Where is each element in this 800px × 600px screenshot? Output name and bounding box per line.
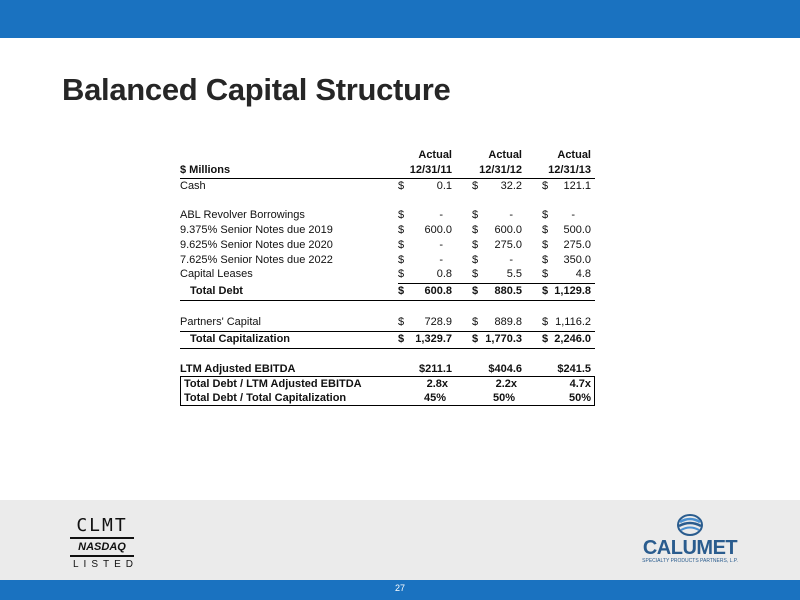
cell-2011: 728.9 — [424, 316, 452, 328]
currency-sign: $ — [542, 239, 549, 251]
currency-sign: $ — [398, 268, 405, 280]
cell-2011: - — [439, 209, 443, 221]
currency-sign: $ — [472, 224, 479, 236]
cell-2013: 350.0 — [563, 254, 591, 266]
cell-2011: 600.8 — [424, 285, 452, 297]
row-label: Total Debt / Total Capitalization — [184, 392, 347, 404]
ticker-text: CLMT — [76, 515, 128, 536]
cell-2012: $404.6 — [488, 363, 522, 375]
cell-2013: 2,246.0 — [554, 333, 591, 345]
date-col-3: 12/31/13 — [548, 164, 591, 176]
cell-2013: 121.1 — [563, 180, 591, 192]
listed-text: LISTED — [73, 559, 139, 570]
header-actual-1: Actual — [418, 149, 452, 161]
cell-2011: 600.0 — [424, 224, 452, 236]
currency-sign: $ — [472, 316, 479, 328]
cell-2012: 2.2x — [495, 378, 517, 390]
cell-2011: 2.8x — [426, 378, 448, 390]
currency-sign: $ — [398, 209, 405, 221]
currency-sign: $ — [542, 268, 549, 280]
cell-2012: - — [509, 209, 513, 221]
table-row-partners-capital — [180, 315, 595, 330]
capital-structure-table — [180, 146, 595, 408]
page-number: 27 — [394, 583, 405, 593]
table-row-notes-2022 — [180, 253, 595, 268]
currency-sign: $ — [472, 333, 479, 345]
currency-sign: $ — [542, 254, 549, 266]
header-actual-row — [180, 148, 595, 163]
cell-2013: 4.8 — [575, 268, 591, 280]
row-label: ABL Revolver Borrowings — [180, 209, 305, 221]
currency-sign: $ — [398, 254, 405, 266]
cell-2012: 889.8 — [494, 316, 522, 328]
table-row-notes-2019 — [180, 223, 595, 238]
logo-rule — [70, 555, 134, 557]
currency-sign: $ — [398, 333, 405, 345]
table-row-debt-to-capitalization — [180, 391, 595, 406]
currency-sign: $ — [472, 268, 479, 280]
row-label: Total Debt / LTM Adjusted EBITDA — [184, 378, 362, 390]
cell-2012: 5.5 — [506, 268, 522, 280]
total-debt-underline — [180, 300, 595, 301]
row-label: Total Capitalization — [190, 333, 291, 345]
table-row-capital-leases — [180, 267, 595, 282]
cell-2013: 1,129.8 — [554, 285, 591, 297]
slide-title: Balanced Capital Structure — [62, 72, 451, 107]
cell-2012: 50% — [492, 392, 515, 404]
currency-sign: $ — [542, 224, 549, 236]
cell-2013: 4.7x — [569, 378, 591, 390]
currency-sign: $ — [542, 180, 549, 192]
currency-sign: $ — [542, 316, 549, 328]
currency-sign: $ — [398, 316, 405, 328]
cell-2011: 0.1 — [436, 180, 452, 192]
table-row-total-capitalization — [180, 332, 595, 347]
currency-sign: $ — [398, 224, 405, 236]
cell-2012: 880.5 — [494, 285, 522, 297]
currency-sign: $ — [472, 180, 479, 192]
header-actual-3: Actual — [557, 149, 591, 161]
cell-2012: 1,770.3 — [485, 333, 522, 345]
exchange-text: NASDAQ — [78, 541, 126, 553]
cell-2013: 275.0 — [563, 239, 591, 251]
date-col-2: 12/31/12 — [479, 164, 522, 176]
row-label: Total Debt — [190, 285, 243, 297]
calumet-logo — [640, 513, 740, 563]
table-row-cash — [180, 179, 595, 194]
cell-2012: 275.0 — [494, 239, 522, 251]
row-label: 7.625% Senior Notes due 2022 — [180, 254, 333, 266]
table-row-notes-2020 — [180, 238, 595, 253]
header-dates-row — [180, 163, 595, 178]
top-banner — [0, 0, 800, 38]
cell-2013: 1,116.2 — [555, 316, 591, 328]
calumet-wordmark: CALUMET — [642, 537, 738, 559]
currency-sign: $ — [398, 285, 405, 297]
table-row-abl — [180, 208, 595, 223]
total-cap-underline — [180, 348, 595, 349]
currency-sign: $ — [472, 209, 479, 221]
header-actual-2: Actual — [488, 149, 522, 161]
calumet-tagline: SPECIALTY PRODUCTS PARTNERS, L.P. — [642, 558, 738, 564]
table-row-debt-to-ebitda — [180, 377, 595, 392]
currency-sign: $ — [542, 285, 549, 297]
nasdaq-listed-logo — [70, 515, 139, 571]
row-label: Cash — [180, 180, 206, 192]
currency-sign: $ — [542, 333, 549, 345]
cell-2012: - — [509, 254, 513, 266]
cell-2011: - — [439, 239, 443, 251]
cell-2011: 0.8 — [436, 268, 452, 280]
currency-sign: $ — [398, 239, 405, 251]
table-row-ltm-ebitda — [180, 362, 595, 377]
cell-2012: 600.0 — [494, 224, 522, 236]
currency-sign: $ — [398, 180, 405, 192]
cell-2013: 50% — [568, 392, 591, 404]
currency-sign: $ — [472, 285, 479, 297]
logo-rule — [70, 537, 134, 539]
currency-sign: $ — [472, 239, 479, 251]
row-label: LTM Adjusted EBITDA — [180, 363, 296, 375]
globe-icon — [677, 513, 703, 537]
date-col-1: 12/31/11 — [409, 164, 452, 176]
cell-2011: - — [439, 254, 443, 266]
cell-2011: $211.1 — [418, 363, 452, 375]
row-label: Partners' Capital — [180, 316, 261, 328]
cell-2011: 1,329.7 — [415, 333, 452, 345]
cell-2012: 32.2 — [500, 180, 522, 192]
cell-2013: - — [571, 209, 575, 221]
units-label: $ Millions — [180, 164, 231, 176]
row-label: 9.625% Senior Notes due 2020 — [180, 239, 333, 251]
cell-2013: 500.0 — [563, 224, 591, 236]
currency-sign: $ — [472, 254, 479, 266]
table-row-total-debt — [180, 284, 595, 299]
row-label: 9.375% Senior Notes due 2019 — [180, 224, 333, 236]
cell-2011: 45% — [423, 392, 446, 404]
row-label: Capital Leases — [180, 268, 253, 280]
currency-sign: $ — [542, 209, 549, 221]
cell-2013: $241.5 — [557, 363, 591, 375]
